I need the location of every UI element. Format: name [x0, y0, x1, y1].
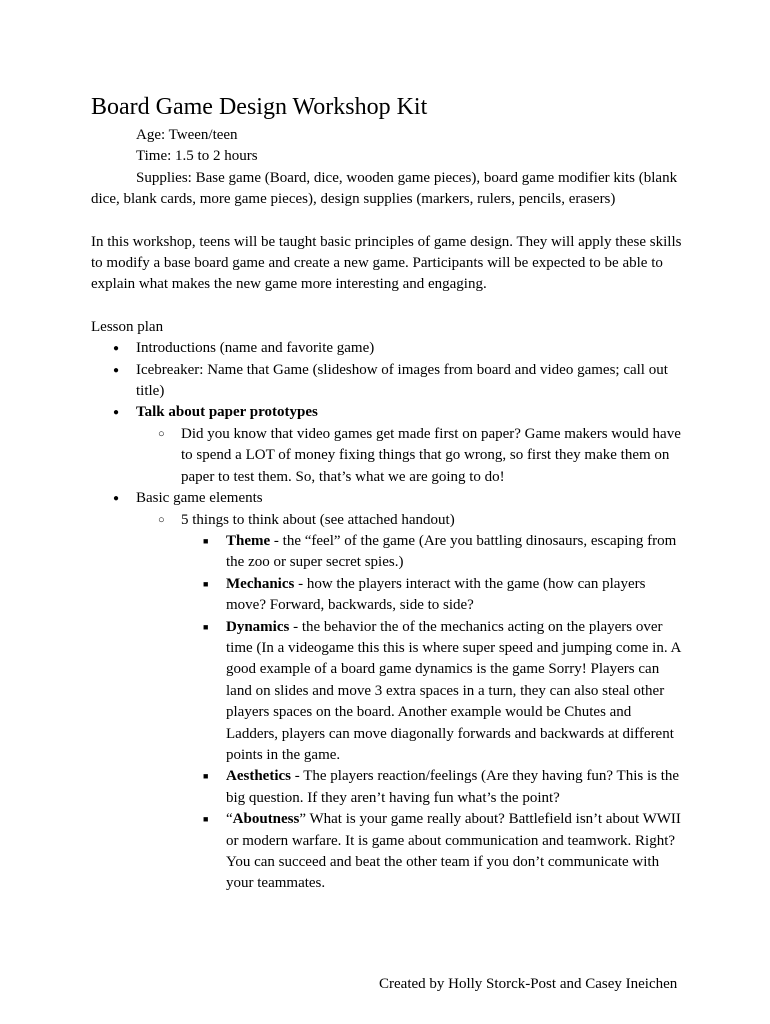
list-item: ● Talk about paper prototypes ○ Did you know that video games get made first on paper? Game makers would have to spend a LOT of money fixing things that go wrong, so first they make them on paper to test them. So, that’s what we are going to do! [91, 402, 686, 488]
list-item: ● Basic game elements ○ 5 things to think about (see attached handout) ■ Theme - the “feel” of the game (Are you battling dinosaurs, escaping from the zoo or super secret spies.) ■ Mechanics - how the players interact with the game (how can players move? Forward, backwards, side to side? ■ Dynamics - the behavior the of the mechanics acting on the players over time (In a videogame this this is where super speed and jumping come in. A good example of a board game dynamics is the game Sorry! Players can land on slides and move 3 extra spaces in a turn, they can also steal other players spaces on the board. Another example would be Chutes and Ladders, players can move diagonally forwards and backwards at different points in the game. ■ Aesthetics - The players reaction/feelings (Are they having fun? This is the big question. If they aren’t having fun what’s the point? ■ “Aboutness” What is your game really about? Battlefield isn’t about WWII or modern warfare. It is game about communication and teamwork. Right? You can succeed and beat the other team if you don’t communicate with your teammates. [91, 488, 686, 895]
list-item: ○ Did you know that video games get made first on paper? Game makers would have to spend a LOT of money fixing things that go wrong, so first they make them on paper to test them. So, that’s what we are going to do! [136, 424, 686, 488]
intro-paragraph: In this workshop, teens will be taught basic principles of game design. They will apply these skills to modify a base board game and create a new game. Participants will be expected to be able to explain what makes the new game more interesting and engaging. [91, 233, 682, 293]
age-line: Age: Tween/teen [136, 127, 238, 143]
list-item: ○ 5 things to think about (see attached handout) ■ Theme - the “feel” of the game (Are you battling dinosaurs, escaping from the zoo or super secret spies.) ■ Mechanics - how the players interact with the game (how can players move? Forward, backwards, side to side? ■ Dynamics - the behavior the of the mechanics acting on the players over time (In a videogame this this is where super speed and jumping come in. A good example of a board game dynamics is the game Sorry! Players can land on slides and move 3 extra spaces in a turn, they can also steal other players spaces on the board. Another example would be Chutes and Ladders, players can move diagonally forwards and backwards at different points in the game. ■ Aesthetics - The players reaction/feelings (Are they having fun? This is the big question. If they aren’t having fun what’s the point? ■ “Aboutness” What is your game really about? Battlefield isn’t about WWII or modern warfare. It is game about communication and teamwork. Right? You can succeed and beat the other team if you don’t communicate with your teammates. [136, 510, 686, 895]
footer-credit: Created by Holly Storck-Post and Casey Ineichen [379, 976, 678, 992]
element-aboutness: ■ “Aboutness” What is your game really about? Battlefield isn’t about WWII or modern warfare. It is game about communication and teamwork. Right? You can succeed and beat the other team if you don’t communicate with your teammates. [181, 809, 686, 895]
sub-list [136, 510, 686, 895]
time-line: Time: 1.5 to 2 hours [136, 148, 258, 165]
element-mechanics: ■ Mechanics - how the players interact with the game (how can players move? Forward, backwards, side to side? [181, 574, 686, 617]
list-item: ● Introductions (name and favorite game) [91, 338, 686, 359]
supplies-line: Supplies: Base game (Board, dice, wooden game pieces), board game modifier kits (blank dice, blank cards, more game pieces), design supplies (markers, rulers, pencils, erasers) [91, 169, 678, 208]
lesson-plan-list [91, 338, 686, 895]
element-dynamics: ■ Dynamics - the behavior the of the mechanics acting on the players over time (In a videogame this this is where super speed and jumping come in. A good example of a board game dynamics is the game Sorry! Players can land on slides and move 3 extra spaces in a turn, they can also steal other players spaces on the board. Another example would be Chutes and Ladders, players can move diagonally forwards and backwards at different points in the game. [181, 617, 686, 767]
page-title: Board Game Design Workshop Kit [91, 94, 428, 120]
element-aesthetics: ■ Aesthetics - The players reaction/feelings (Are they having fun? This is the big question. If they aren’t having fun what’s the point? [181, 766, 686, 809]
document-page [91, 92, 686, 895]
list-item: ● Icebreaker: Name that Game (slideshow of images from board and video games; call out title) [91, 360, 686, 403]
sub-list [136, 424, 686, 488]
lesson-plan-heading: Lesson plan [91, 318, 164, 335]
element-theme: ■ Theme - the “feel” of the game (Are you battling dinosaurs, escaping from the zoo or super secret spies.) [181, 531, 686, 574]
game-elements-list [181, 531, 686, 895]
